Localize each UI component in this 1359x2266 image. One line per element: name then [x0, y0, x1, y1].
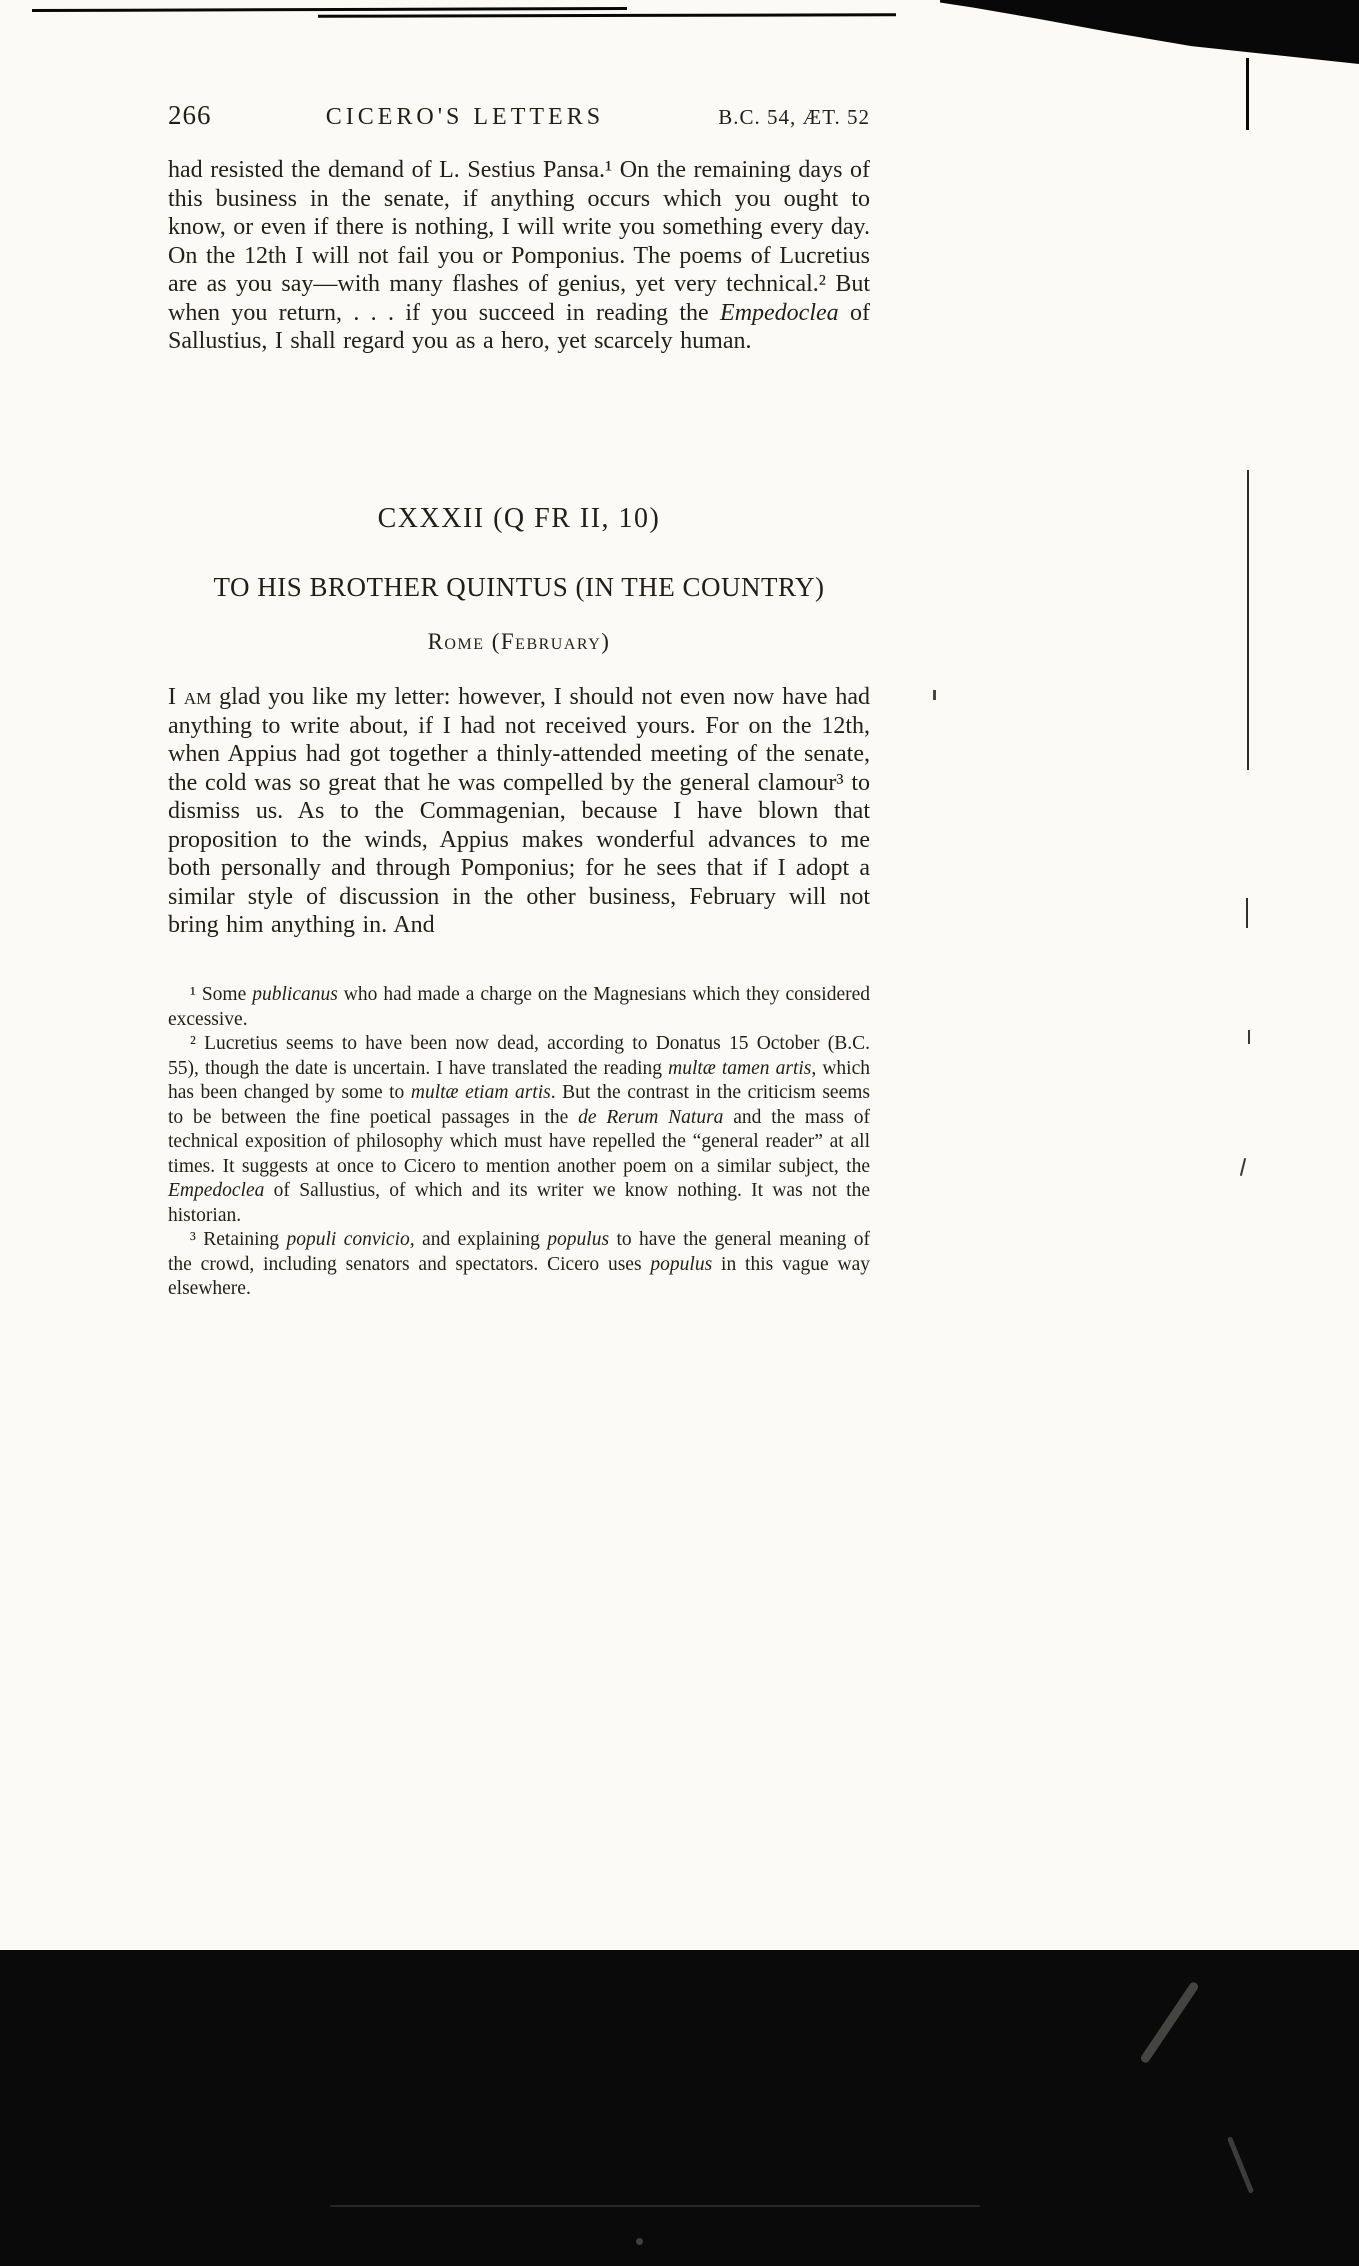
scan-artifact-top-line-1 — [32, 7, 627, 12]
scan-artifact-corner-tear — [940, 0, 1359, 64]
letter-recipient-heading: TO HIS BROTHER QUINTUS (IN THE COUNTRY) — [213, 572, 825, 602]
scan-artifact-margin-mark-5 — [1240, 1158, 1246, 1176]
scan-artifact-top-line-2 — [318, 13, 896, 18]
header-date-note: B.C. 54, ÆT. 52 — [718, 105, 870, 129]
letter-body-paragraph: I am glad you like my letter: however, I should not even now have had anything to write about, if I had not received yours. For on the 12th, when Appius had got together a thinly-attended meeting of the senate, the cold was so great that he was compelled by the general clamour³ to dismiss us. As to the Commagenian, because I have blown that proposition to the winds, Appius makes wonderful advances to me both personally and through Pomponius; for he sees that if I adopt a similar style of discussion in the other business, February will not bring him anything in. And — [168, 684, 871, 938]
scan-smudge-1 — [1139, 1981, 1200, 2065]
page-number: 266 — [168, 100, 212, 130]
scan-artifact-speck — [933, 690, 936, 700]
scan-smudge-4 — [636, 2238, 643, 2245]
continuation-paragraph: had resisted the demand of L. Sestius Pansa.¹ On the remaining days of this business in the senate, if anything occurs which you ought to know, or even if there is nothing, I will write you something every day. On the 12th I will not fail you or Pomponius. The poems of Lucretius are as you say—with many flashes of genius, yet very technical.² But when you return, . . . if you succeed in reading the Empedoclea of Sallustius, I shall regard you as a hero, yet scarcely human. — [168, 157, 870, 354]
footnote-1: ¹ Some publicanus who had made a charge on the Magnesians which they considered excessive. — [168, 984, 870, 1030]
letter-number-heading: CXXXII (Q FR II, 10) — [377, 503, 661, 534]
footnotes-block — [168, 983, 870, 1302]
scan-artifact-margin-mark-4 — [1248, 1030, 1250, 1044]
footnote-3: ³ Retaining populi convicio, and explaining populus to have the general meaning of the crowd, including senators and spectators. Cicero uses populus in this vague way elsewhere. — [168, 1229, 871, 1299]
scan-artifact-margin-line-2 — [1247, 470, 1249, 770]
scan-artifact-bottom-bar — [0, 1950, 1359, 2266]
page-header — [168, 100, 870, 131]
letter-place-heading: Rome (February) — [427, 629, 611, 654]
scan-smudge-3 — [330, 2205, 980, 2207]
scan-artifact-margin-mark-3 — [1246, 898, 1248, 928]
footnote-2: ² Lucretius seems to have been now dead, according to Donatus 15 October (B.C. 55), though the date is uncertain. I have translated the reading multæ tamen artis, which has been changed by some to multæ etiam artis. But the contrast in the criticism seems to be between the fine poetical passages in the de Rerum Natura and the mass of technical exposition of philosophy which must have repelled the “general reader” at all times. It suggests at once to Cicero to mention another poem on a similar subject, the Empedoclea of Sallustius, of which and its writer we know nothing. It was not the historian. — [168, 1033, 870, 1226]
scan-artifact-margin-line-1 — [1246, 58, 1249, 130]
scan-smudge-2 — [1227, 2136, 1254, 2194]
running-title: CICERO'S LETTERS — [325, 104, 605, 130]
